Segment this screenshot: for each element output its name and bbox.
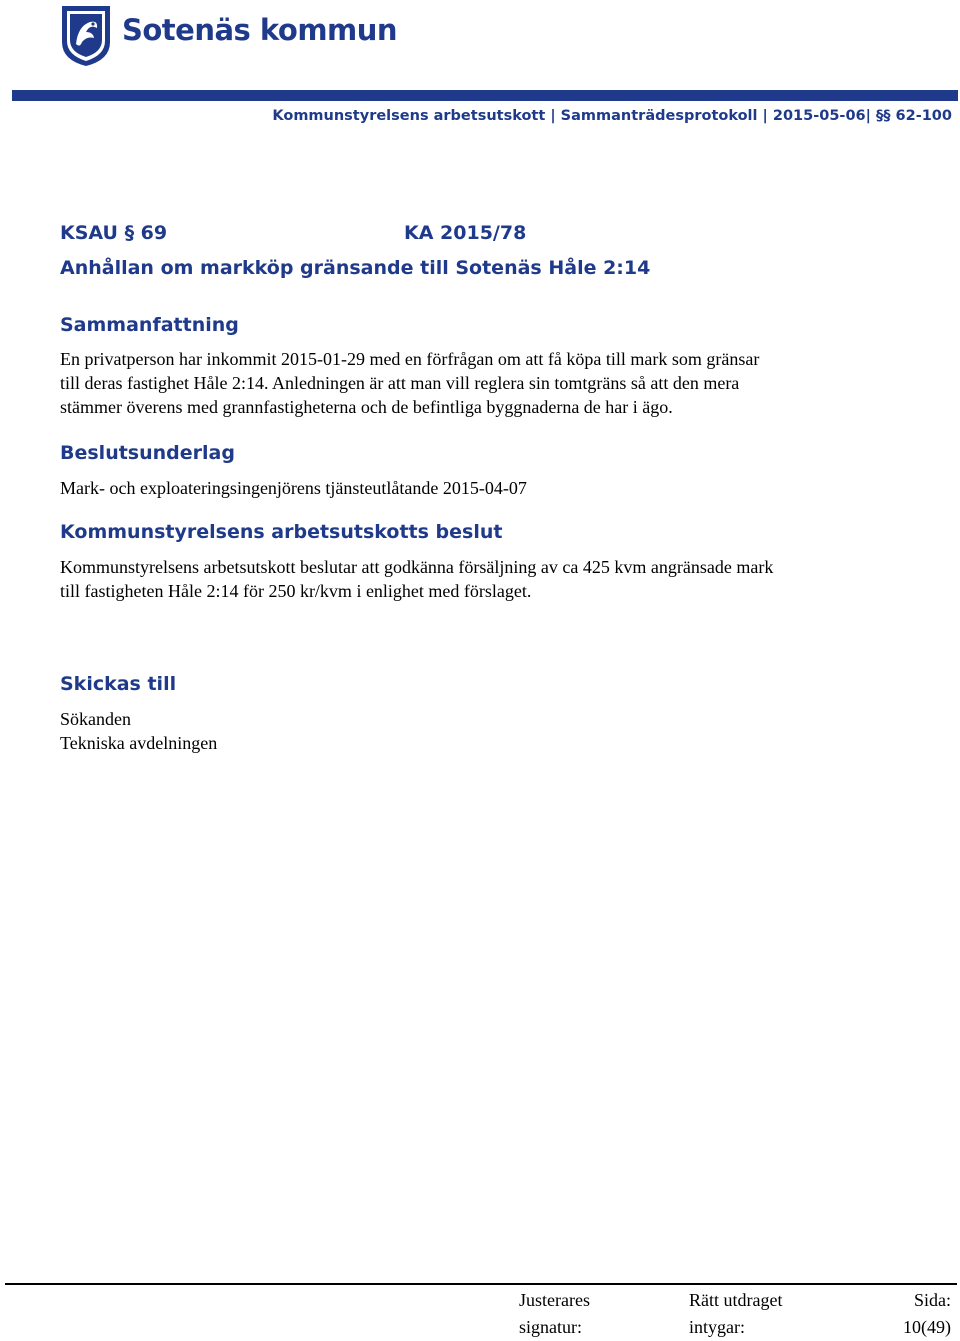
summary-line: stämmer överens med grannfastigheterna och de befintliga byggnaderna de har i ägo. [60,397,673,417]
case-paragraph: KSAU § 69 [60,222,168,244]
utdraget-label-line: intygar: [689,1317,745,1337]
recipient-item: Tekniska avdelningen [60,733,218,753]
page-indicator [903,1287,951,1341]
utdraget-certify-label [689,1287,782,1341]
basis-heading: Beslutsunderlag [60,442,235,464]
decision-text [60,555,773,603]
municipality-name: Sotenäs kommun [122,13,398,47]
summary-line: En privatperson har inkommit 2015-01-29 med en förfrågan om att få köpa till mark som gränsar [60,349,760,369]
basis-text: Mark- och exploateringsingenjörens tjänsteutlåtande 2015-04-07 [60,478,527,498]
justerares-label-line: Justerares [519,1290,590,1310]
page-label: Sida: [913,1290,951,1310]
footer-rule [5,1283,957,1285]
send-to-heading: Skickas till [60,673,177,695]
municipal-coat-of-arms-icon [60,4,112,67]
justerares-label-line: signatur: [519,1317,582,1337]
page-number: 10(49) [903,1317,951,1337]
send-to-list [60,707,217,755]
protocol-reference-line: Kommunstyrelsens arbetsutskott | Sammanträdesprotokoll | 2015-05-06| §§ 62-100 [272,108,952,124]
decision-heading: Kommunstyrelsens arbetsutskotts beslut [60,521,503,543]
recipient-item: Sökanden [60,709,131,729]
decision-line: Kommunstyrelsens arbetsutskott beslutar att godkänna försäljning av ca 425 kvm angränsade mark [60,557,774,577]
utdraget-label-line: Rätt utdraget [689,1290,783,1310]
header-rule [12,90,958,101]
justerares-signature-label [519,1287,590,1341]
case-title: Anhållan om markköp gränsande till Sotenäs Håle 2:14 [60,257,651,279]
case-reference: KA 2015/78 [404,222,527,244]
summary-heading: Sammanfattning [60,314,239,336]
summary-text [60,347,759,419]
summary-line: till deras fastighet Håle 2:14. Anledningen är att man vill reglera sin tomtgräns så att den mera [60,373,740,393]
decision-line: till fastigheten Håle 2:14 för 250 kr/kvm i enlighet med förslaget. [60,581,532,601]
